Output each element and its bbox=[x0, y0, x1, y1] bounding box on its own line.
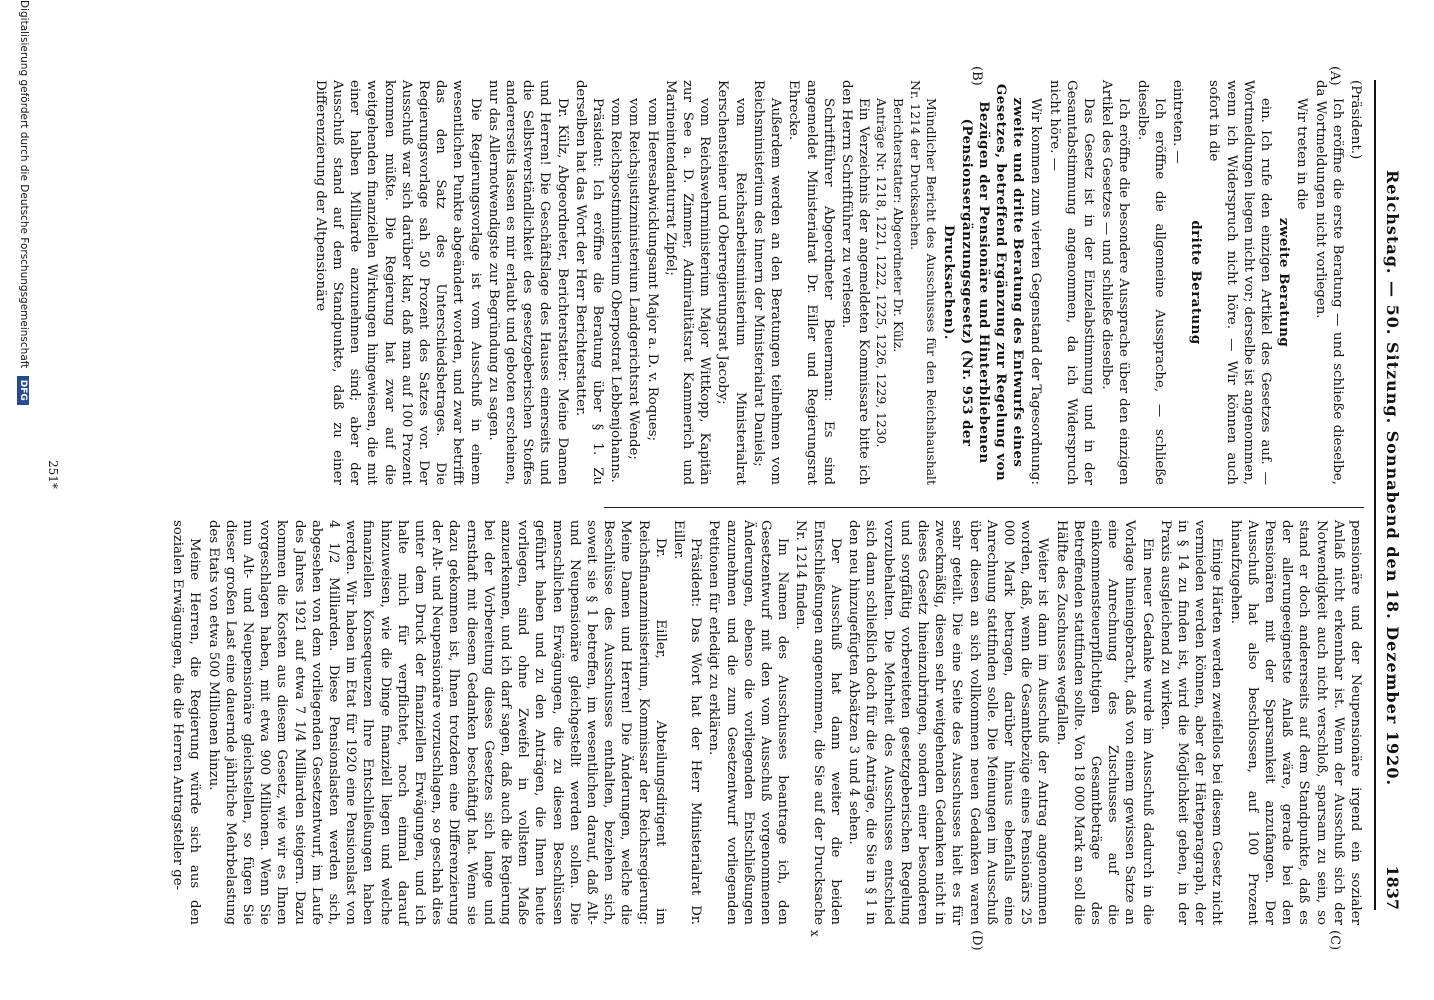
section-heading: zweite Beratung bbox=[1276, 217, 1292, 348]
right-column bbox=[168, 520, 1364, 925]
margin-marker-c: (C) bbox=[1327, 930, 1342, 951]
paragraph: vom Heeresabwicklungsamt Major a. D. v. Roques; bbox=[644, 98, 660, 442]
paragraph: Dr. Eiller, Abteilungsdirigent im Reichsfinanzministerium, Kommissar der Reichsregierung: Meine Damen und Herren! Die Änderungen, welche die Beschlüsse des Ausschusses enthalten, beziehen sich, soweit sie § 1 betreffen, im wesentlichen darauf, daß Alt- und Neupensionäre gleichgestellt werden sollen. Die menschlichen Erwägungen, die zu diesen Beschlüssen geführt haben und zu den Anträgen, die Ihnen heute vorliegen, sind ohne Zweifel in vollstem Maße anzuerkennen, und ich darf sagen, daß auch die Regierung bei der Vorbereitung dieses Gesetzes sich lange und ernsthaft mit diesem Gedanken beschäftigt hat. Wenn sie dazu gekommen ist, Ihnen trotzdem eine Differenzierung der Alt- und Neupensionäre vorzuschlagen, so geschah dies unter dem Druck der finanziellen Erwägungen, und ich halte mich für verpflichtet, noch einmal darauf hinzuweisen, wie die Dinge finanziell liegen und welche finanziellen Konsequenzen Ihre Entschließungen haben werden. Wir haben im Etat für 1920 eine Pensionslast von 4 1/2 Milliarden. Diese Pensionslasten werden sich, abgesehen von dem vorliegenden Gesetzentwurf, im Laufe des Jahres 1921 auf etwa 7 1/4 Milliarden steigern. Dazu kommen die Kosten aus diesem Gesetz, wie wir es Ihnen vorgeschlagen haben, mit etwa 900 Millionen. Wenn Sie nun Alt- und Neupensionäre gleichstellen, so fügen Sie dieser großen Last eine dauernde jährliche Mehrbelastung des Etats von etwa 500 Millionen hinzu. bbox=[205, 520, 668, 925]
paragraph: Meine Herren, die Regierung würde sich aus den sozialen Erwägungen, die die Herren Antragsteller ge- bbox=[170, 520, 203, 925]
margin-marker-b: (B) bbox=[969, 66, 984, 86]
paragraph: Das Gesetz ist in der Einzelabstimmung und in der Gesamtabstimmung angenommen, da ich Widerspruch nicht höre. — bbox=[1046, 80, 1096, 485]
margin-marker-d: (D) bbox=[969, 930, 984, 951]
column-divider bbox=[604, 507, 1364, 508]
paragraph: Die Regierungsvorlage ist vom Ausschuß in einem wesentlichen Punkte abgeändert worden, und zwar betrifft das den Satz des Unterschiedsbetrages. Die Regierungsvorlage sah 50 Prozent des Satzes vor. Der Ausschuß war sich darüber klar, daß man auf 100 Prozent kommen müßte. Die Regierung hat zwar auf die weitgehenden finanziellen Wirkungen hingewiesen, die mit einer halben Milliarde anzunehmen sind; aber der Ausschuß stand auf dem Standpunkte, daß zu einer Differenzierung der Altpensionäre bbox=[312, 80, 483, 485]
paragraph: vom Reichsarbeitsministerium Ministerialrat Kerschensteiner und Oberregierungsrat Jacoby; bbox=[715, 80, 748, 485]
paragraph: Schriftführer Abgeordneter Beuermann: Es sind angemeldet Ministerialrat Dr. Eiller und Regierungsrat Ehrecke. bbox=[786, 80, 836, 485]
paragraph: Der Ausschuß hat dann weiter die beiden Entschließungen angenommen, die Sie auf der Drucksache Nr. 1214 finden. bbox=[793, 520, 843, 925]
paragraph: vom Reichsjustizministerium Landgerichtsrat Wende; bbox=[626, 98, 642, 460]
paragraph: Wir kommen zum vierten Gegenstand der Tagesordnung: bbox=[1028, 98, 1044, 485]
paragraph: vom Reichspostministerium Oberpostrat Lebbenjohanns. bbox=[608, 98, 624, 483]
paragraph: Ein Verzeichnis der angemeldeten Kommissare bitte ich den Herrn Schriftführer zu verlesen. bbox=[838, 80, 872, 485]
paragraph: pensionäre und der Neupensionäre irgend ein sozialer Anlaß nicht erkennbar ist. Wenn der Ausschuß sich der Notwendigkeit auch nicht verschloß, sparsam zu sein, so stand er doch andererseits auf dem Standpunkte, daß es der allerungeeignetste Anlaß wäre, gerade bei den Pensionären mit der Sparsamkeit anzufangen. Der Ausschuß hat also beschlossen, auf 100 Prozent hinaufzugehen. bbox=[1227, 520, 1363, 925]
paragraph: Mündlicher Bericht des Ausschusses für den Reichshaushalt Nr. 1214 der Drucksachen. bbox=[908, 80, 940, 485]
header-title: Reichstag. — 50. Sitzung. Sonnabend den 18. Dezember 1920. bbox=[1383, 170, 1402, 787]
paragraph: Im Namen des Ausschusses beantrage ich, den Gesetzentwurf mit den vom Ausschuß vorgenommenen Änderungen, ebenso die vorliegenden Entschließungen anzunehmen und die zum Gesetzentwurf vorliegenden Petitionen für erledigt zu erklären. bbox=[706, 520, 791, 925]
page-header bbox=[1374, 80, 1412, 910]
paragraph: (Präsident.) bbox=[1348, 80, 1363, 160]
paragraph: ein. Ich rufe den einzigen Artikel des Gesetzes auf. — Wortmeldungen liegen nicht vor; derselbe ist angenommen, wenn ich Widerspruch nicht höre. — Wir können auch sofort in die bbox=[1206, 80, 1273, 485]
paragraph: Präsident: Ich eröffne die Beratung über § 1. Zu derselben hat das Wort der Herr Berichterstatter. bbox=[572, 80, 606, 485]
section-heading: zweite und dritte Beratung des Entwurfs eines Gesetzes, betreffend Ergänzung zur Regelung von Bezügen der Pensionäre und Hinterbliebenen (Pensionsergänzungsgesetz) (Nr. 953 der Drucksachen). bbox=[941, 83, 1026, 482]
page-number: 1837 bbox=[1383, 865, 1402, 910]
digitization-note bbox=[17, 0, 30, 1000]
paragraph: Präsident: Das Wort hat der Herr Ministerialrat Dr. Eiller. bbox=[671, 520, 704, 925]
left-column bbox=[311, 80, 1364, 485]
paragraph: Ich eröffne die erste Beratung — und schließe dieselbe, da Wortmeldungen nicht vorliegen. bbox=[1312, 80, 1345, 485]
paragraph: Dr. Külz, Abgeordneter, Berichterstatter: Meine Damen und Herren! Die Geschäftslage des Hauses einerseits und die Selbstverständlichkeit des gesetzgeberischen Stoffes andererseits lassen es mir erlaubt und geboten erscheinen, nur das Allernotwendigste zur Begründung zu sagen. bbox=[485, 80, 570, 485]
paragraph: Einige Härten werden zweifellos bei diesem Gesetz nicht vermieden werden können, aber der Härteparagraph, der in § 14 zu finden ist, wird die Möglichkeit geben, in der Praxis ausgleichend zu wirken. bbox=[1157, 520, 1225, 925]
margin-marker-a: (A) bbox=[1327, 66, 1342, 86]
dfg-logo: DFG bbox=[17, 376, 29, 405]
paragraph: Wir treten in die bbox=[1294, 98, 1310, 210]
paragraph: Anträge Nr. 1218, 1221, 1222, 1225, 1226, 1229, 1230. bbox=[874, 98, 890, 448]
paragraph: Berichterstatter: Abgeordneter Dr. Külz. bbox=[891, 98, 907, 353]
paragraph: Ein neuer Gedanke wurde im Ausschuß dadurch in die Vorlage hineingebracht, daß von einem gewissen Satze an eine Anrechnung des Zuschusses auf die einkommensteuerpflichtigen Gesamtbeträge des Betreffenden stattfinden sollte. Von 18 000 Mark an soll die Hälfte des Zuschusses wegfallen. bbox=[1053, 520, 1155, 925]
paragraph: vom Reichswehrministerium Major Wittkopp, Kapitän zur See a. D. Zimmer, Admiralitätsrat Kammerich und Marineintendanturrat Zipfel; bbox=[662, 80, 713, 485]
paragraph: Weiter ist dann im Ausschuß der Antrag angenommen worden, daß, wenn die Gesamtbezüge eines Pensionärs 25 000 Mark betragen, darüber hinaus ebenfalls eine Anrechnung stattfinden solle. Die Meinungen im Ausschuß über diesen an sich vollkommen neuen Gedanken waren sehr geteilt. Die eine Seite des Ausschusses hielt es für zweckmäßig, diesen sehr weitgehenden Gedanken nicht in dieses Gesetz hineinzubringen, sondern einer besonderen und sorgfältig vorbereiteten gesetzgeberischen Regelung vorzubehalten. Die Mehrheit des Ausschusses entschied sich dann schließlich doch für die Anträge, die Sie in § 1 in den neu hinzugefügten Absätzen 3 und 4 sehen. bbox=[846, 520, 1051, 925]
digitization-text: Digitalisierung gefördert durch die Deutsche Forschungsgemeinschaft bbox=[18, 0, 30, 369]
paragraph: Ich eröffne die besondere Aussprache über den einzigen Artikel des Gesetzes — und schließe dieselbe. bbox=[1099, 80, 1132, 485]
section-heading: dritte Beratung bbox=[1188, 220, 1204, 345]
sheet-number: 251* bbox=[46, 460, 60, 489]
paragraph: Außerdem werden an den Beratungen teilnehmen vom Reichsministerium des Innern der Ministerialrat Daniels; bbox=[750, 80, 784, 485]
paragraph: Ich eröffne die allgemeine Aussprache, — schließe dieselbe. bbox=[1134, 80, 1167, 485]
margin-marker-x: x bbox=[808, 930, 822, 937]
paragraph: eintreten. — bbox=[1169, 80, 1185, 164]
